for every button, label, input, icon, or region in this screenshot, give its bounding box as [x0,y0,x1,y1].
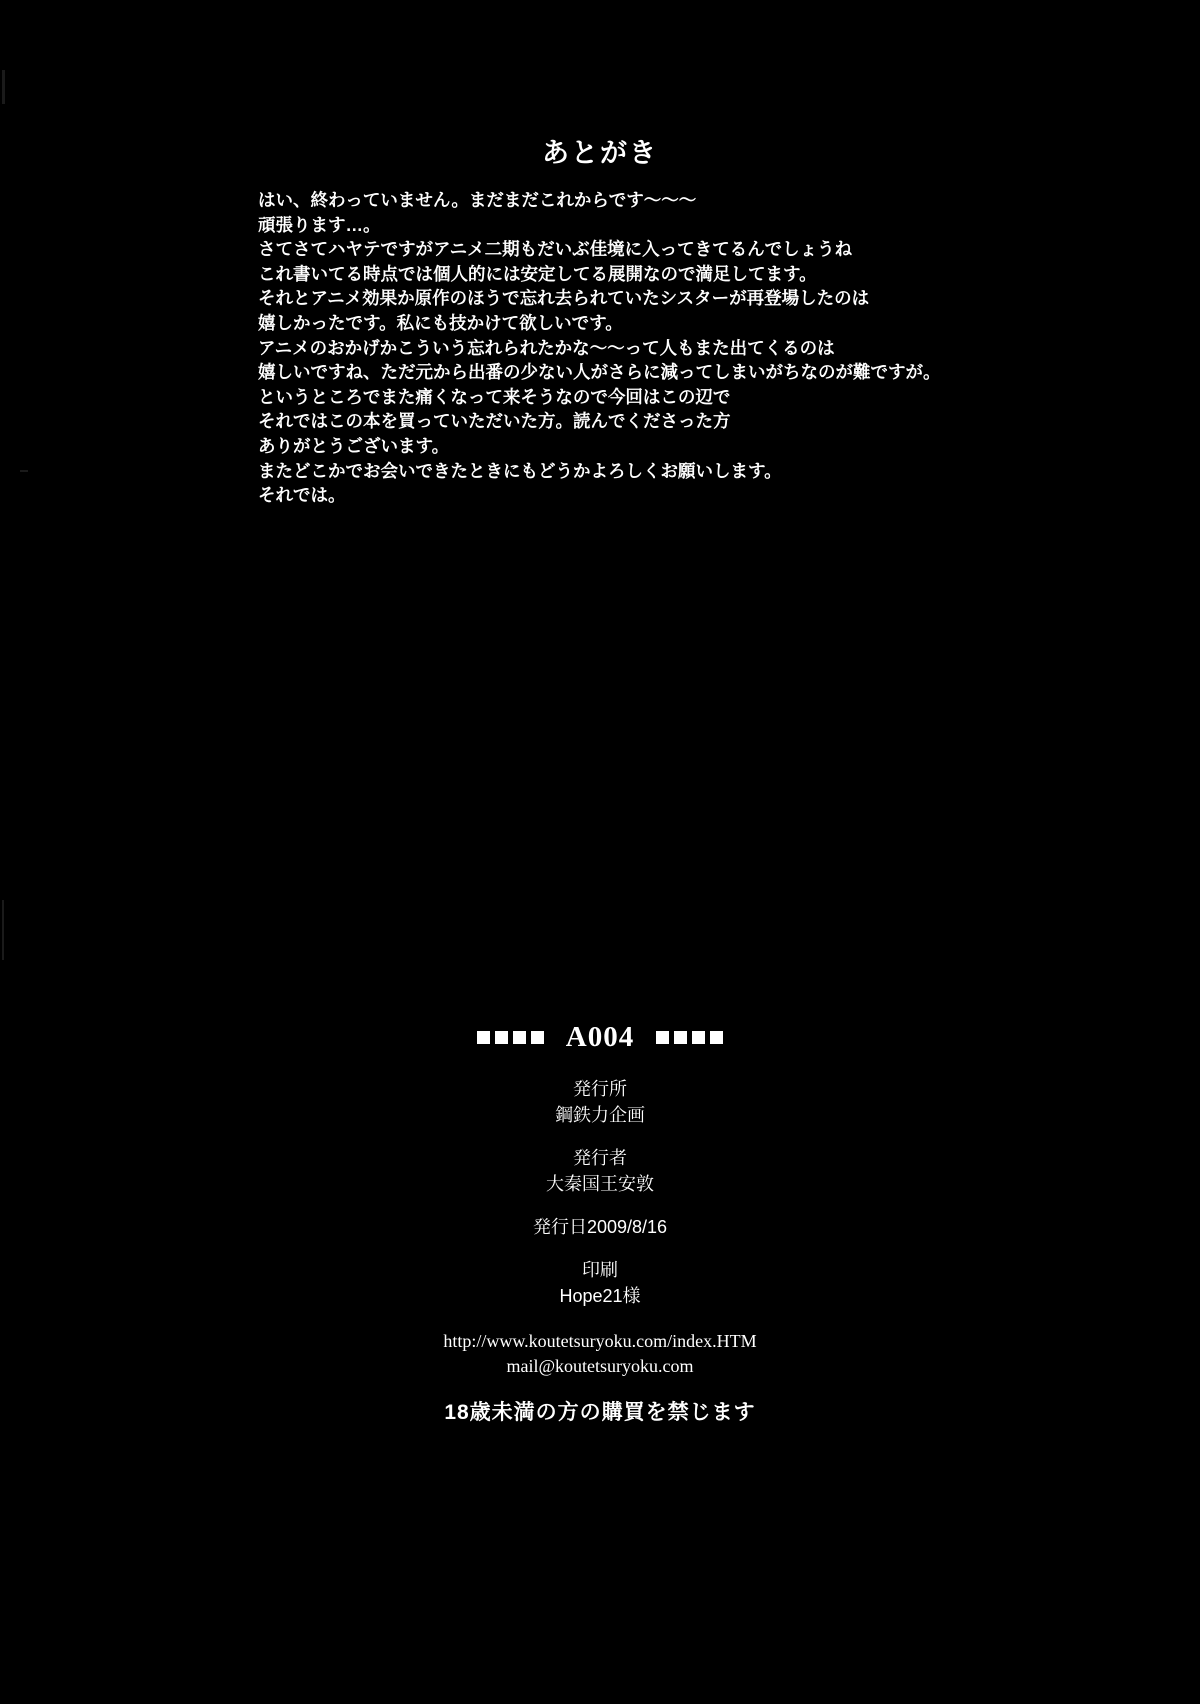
square-icon [674,1031,687,1044]
author-value: 大秦国王安敦 [546,1174,654,1194]
printer-label: 印刷 [582,1260,618,1280]
publisher-label: 発行所 [573,1079,627,1099]
afterword-line: それとアニメ効果か原作のほうで忘れ去られていたシスターが再登場したのは [258,288,870,309]
afterword-line: 嬉しいですね、ただ元から出番の少ない人がさらに減ってしまいがちなのが難ですが。 [258,362,941,383]
afterword-line: 頑張ります…。 [258,214,381,235]
logo-text: A004 [565,1020,635,1053]
square-icon [513,1031,526,1044]
author-label: 発行者 [573,1148,627,1168]
publication-date: 発行日2009/8/16 [532,1217,668,1237]
afterword-line: それでは。 [258,485,346,506]
author-group [0,1145,1200,1197]
afterword-line: はい、終わっていません。まだまだこれからです〜〜〜 [258,190,697,210]
website-url[interactable]: http://www.koutetsuryoku.com/index.HTM [443,1331,757,1351]
email-address[interactable]: mail@koutetsuryoku.com [506,1356,694,1376]
circle-logo [0,1020,1200,1054]
colophon [0,1020,1200,1426]
afterword-line: アニメのおかげかこういう忘れられたかな〜〜って人もまた出てくるのは [258,337,835,358]
square-icon [692,1031,705,1044]
publisher-group [0,1076,1200,1128]
publisher-value: 鋼鉄力企画 [555,1105,645,1125]
afterword-line: 嬉しかったです。私にも技かけて欲しいです。 [258,312,623,333]
afterword-text [258,188,958,508]
square-icon [656,1031,669,1044]
contact-links [0,1329,1200,1379]
scan-edge-mark [20,470,28,472]
afterword-line: これ書いてる時点では個人的には安定してる展開なので満足してます。 [258,263,817,284]
age-warning: 18歳未満の方の購買を禁じます [444,1401,756,1424]
afterword-line: さてさてハヤテですがアニメ二期もだいぶ佳境に入ってきてるんでしょうね [258,239,853,260]
logo-squares-right [656,1031,723,1044]
square-icon [710,1031,723,1044]
page-title: あとがき [542,138,658,168]
logo-squares-left [477,1031,544,1044]
square-icon [495,1031,508,1044]
printer-group [0,1257,1200,1309]
printer-value: Hope21様 [559,1286,641,1306]
afterword-line: それではこの本を買っていただいた方。読んでくださった方 [258,411,731,432]
scan-edge-mark [2,70,5,104]
square-icon [477,1031,490,1044]
afterword-line: というところでまた痛くなって来そうなので今回はこの辺で [258,386,731,407]
afterword-line: ありがとうございます。 [258,435,450,456]
square-icon [531,1031,544,1044]
scan-edge-mark [2,900,4,960]
afterword-line: またどこかでお会いできたときにもどうかよろしくお願いします。 [258,460,782,481]
